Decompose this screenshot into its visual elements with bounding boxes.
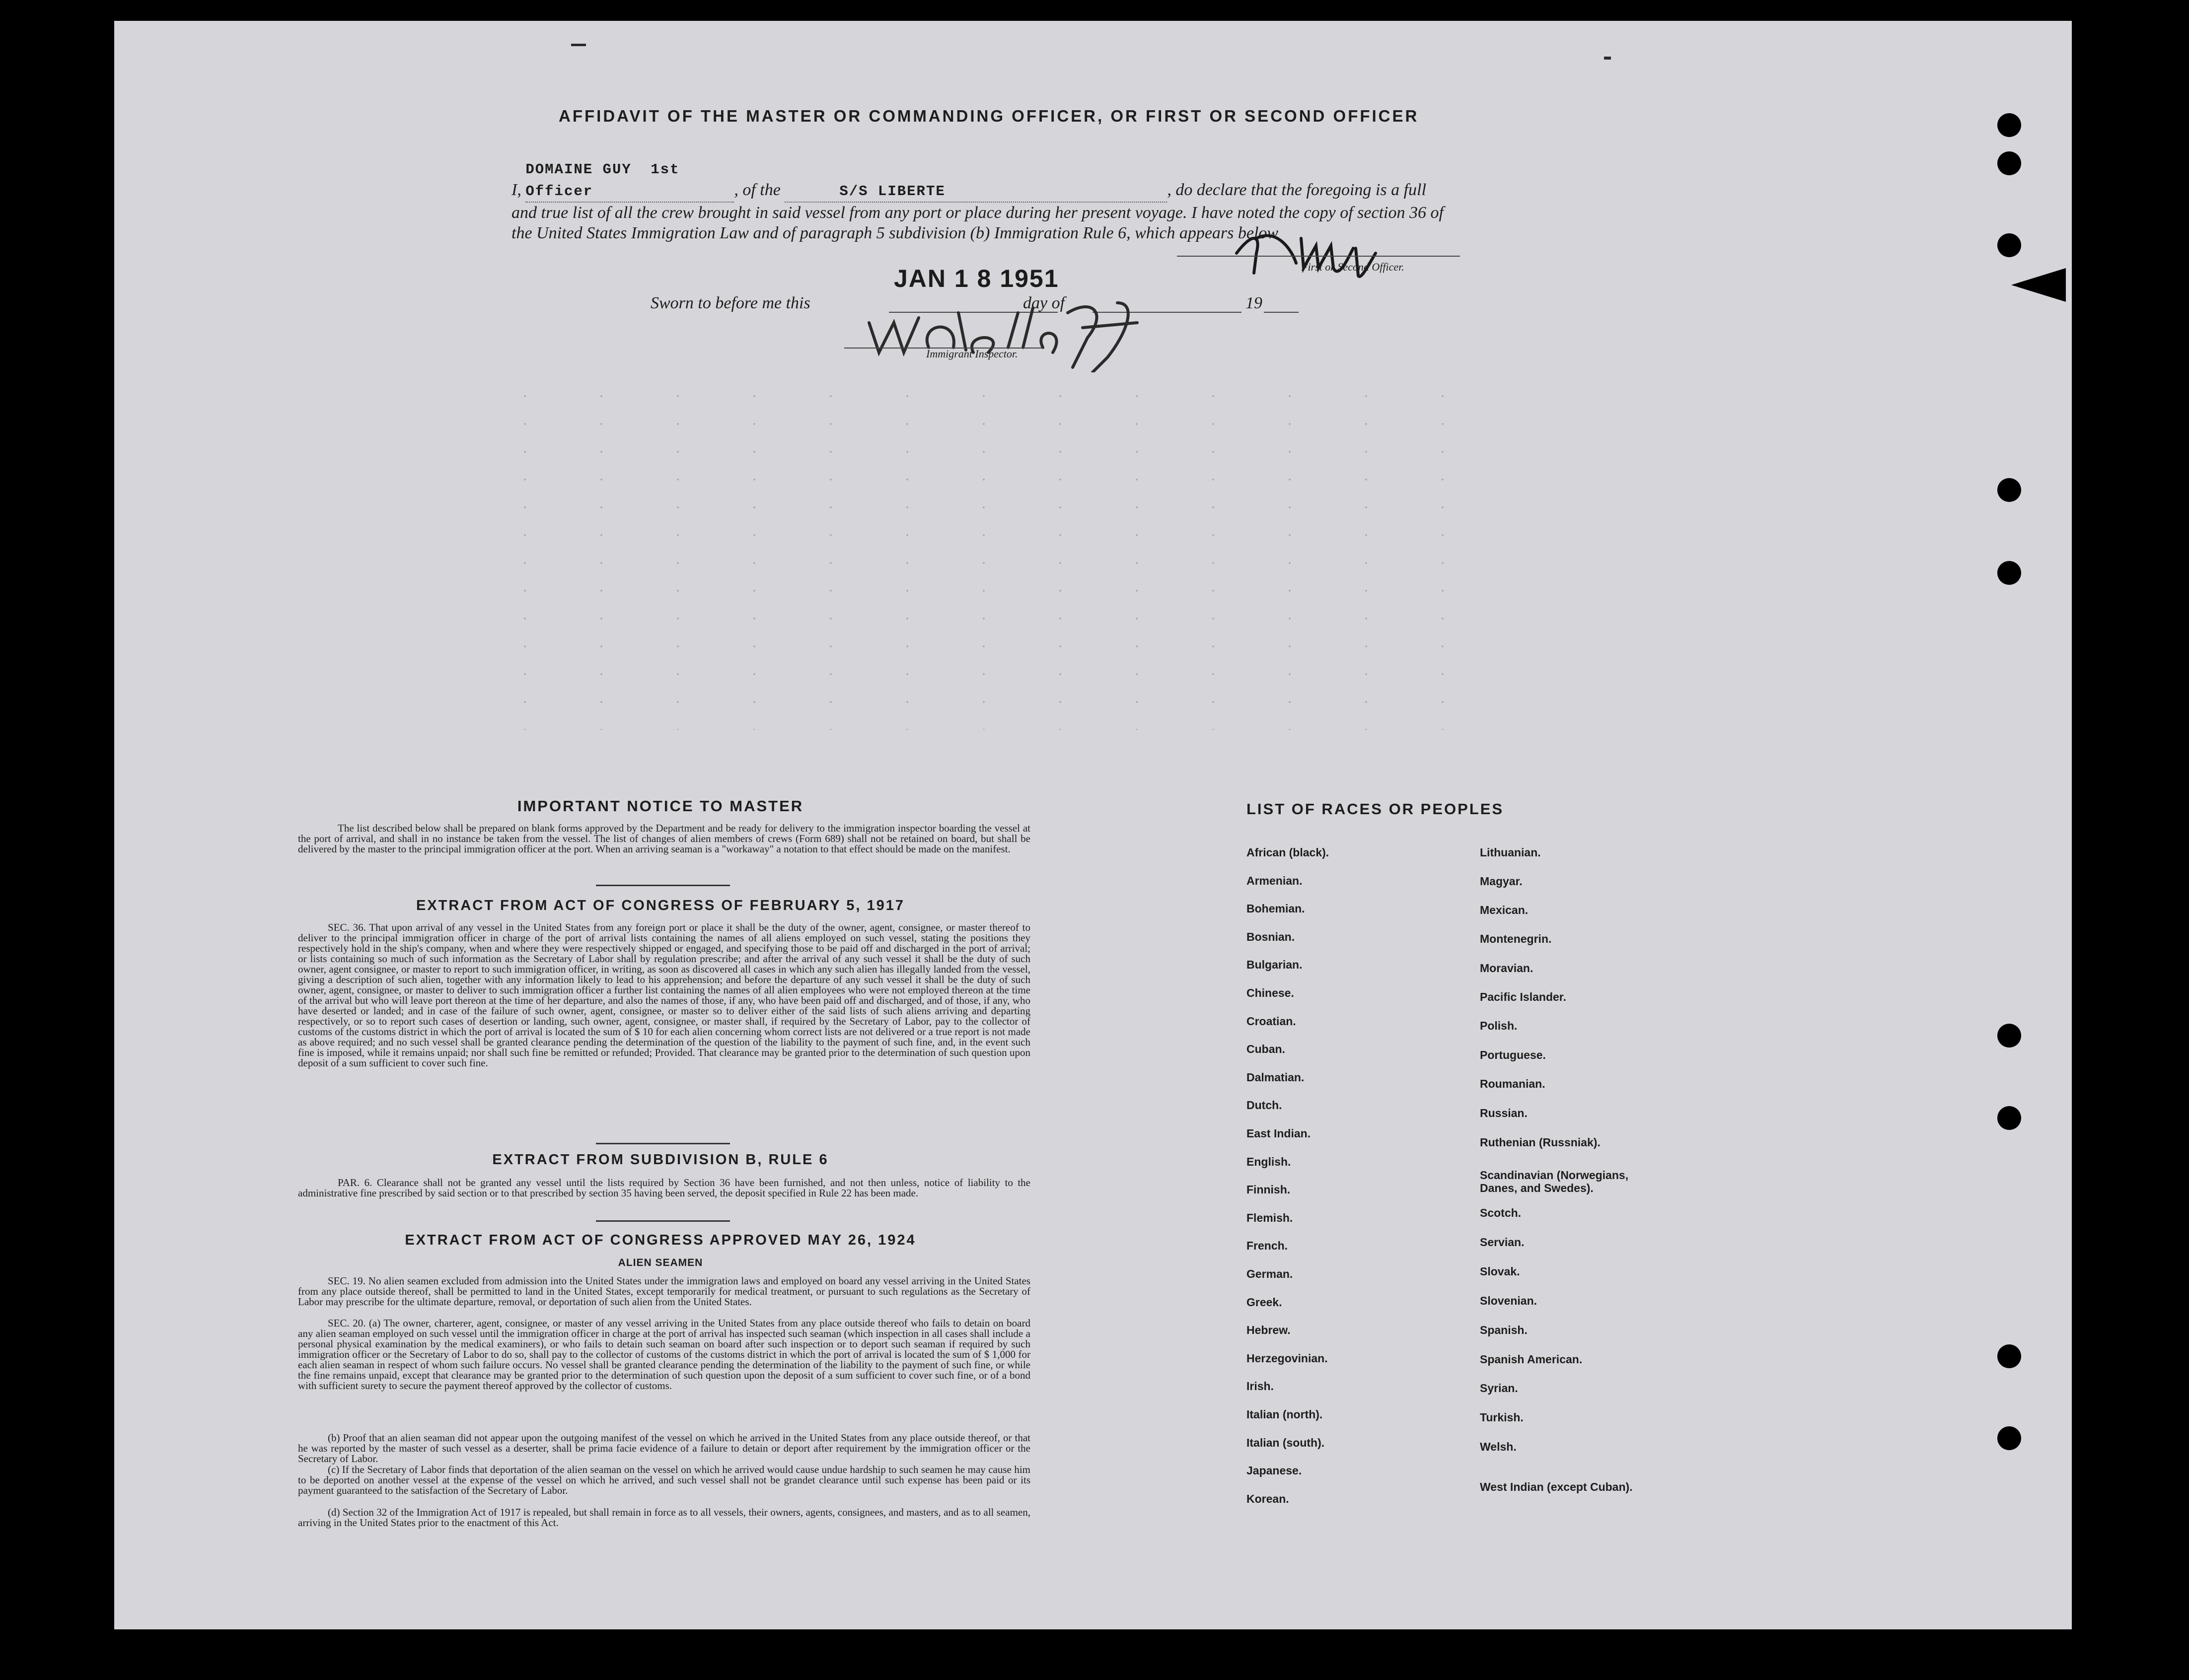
do-declare-text: , do declare <box>1167 181 1247 199</box>
race-item: Italian (south). <box>1246 1436 1325 1449</box>
race-item: Dalmatian. <box>1246 1070 1305 1084</box>
race-item: Russian. <box>1480 1107 1528 1120</box>
inspector-caption: Immigrant Inspector. <box>926 348 1018 360</box>
race-item: Slovak. <box>1480 1265 1520 1278</box>
race-item: Magyar. <box>1480 875 1523 888</box>
race-item: Turkish. <box>1480 1411 1524 1424</box>
race-item: Japanese. <box>1246 1464 1302 1477</box>
sworn-year-line <box>1264 312 1299 313</box>
race-item: Lithuanian. <box>1480 846 1541 859</box>
extract-1924-paragraph: (b) Proof that an alien seaman did not appear upon the outgoing manifest of the vessel on which he arrived in the United States from any place outside thereof, or that he was reported by the master of such vessel as a deserter, shall be prima facie evidence of a failure to detain or deport after requirement by the immigration officer or the Secretary of Labor. <box>298 1432 1030 1465</box>
inspector-signature <box>859 293 1167 372</box>
punch-hole <box>1997 478 2021 502</box>
race-item: Herzegovinian. <box>1246 1351 1328 1365</box>
race-item: Servian. <box>1480 1236 1525 1249</box>
race-item: Spanish American. <box>1480 1353 1583 1366</box>
race-item: French. <box>1246 1239 1288 1253</box>
declaration-body: that the foregoing is a full and true list of all the crew brought in said vessel from any port or place during her present voyage. I have noted the copy of section 36 of the United States Immigration Law and of paragraph 5 subdivision (b) Immigration Rule 6, which appears below <box>511 181 1444 242</box>
race-item: Italian (north). <box>1246 1408 1323 1421</box>
race-item: Welsh. <box>1480 1440 1517 1453</box>
race-item: Montenegrin. <box>1480 932 1552 945</box>
race-item: Hebrew. <box>1246 1324 1291 1337</box>
extract-1917-title: EXTRACT FROM ACT OF CONGRESS OF FEBRUARY 5, 1917 <box>416 898 905 913</box>
declarant-prefix: I, <box>511 181 521 199</box>
notice-title: IMPORTANT NOTICE TO MASTER <box>517 797 804 815</box>
race-item: Mexican. <box>1480 904 1529 916</box>
extract-1924-paragraph: (d) Section 32 of the Immigration Act of 1917 is repealed, but shall remain in force as to all vessels, their owners, agents, consignees, and masters, and as to all seamen, arriving in the United States prior to the enactment of this Act. <box>298 1506 1030 1529</box>
divider <box>596 885 730 886</box>
extract-rule6-title: EXTRACT FROM SUBDIVISION B, RULE 6 <box>492 1152 829 1168</box>
race-item: English. <box>1246 1155 1291 1168</box>
race-item: Flemish. <box>1246 1211 1293 1224</box>
notice-text: The list described below shall be prepared on blank forms approved by the Department and be ready for delivery to the immigration inspector boarding the vessel at the port of arrival, and shall in no instance be taken from the vessel. The list of changes of alien members of crews (Form 689) shall not be retained on board, but shall be delivered by the master to the principal immigration officer at the port. When an arriving seaman is a "workaway" a notation to that effect should be made on the manifest. <box>298 822 1030 855</box>
divider <box>596 1143 730 1144</box>
race-item: Bohemian. <box>1246 902 1305 915</box>
race-item: East Indian. <box>1246 1127 1311 1140</box>
extract-1924-paragraph: SEC. 20. (a) The owner, charterer, agent, consignee, or master of any vessel arriving in the United States from any place outside thereof who fails to detain on board any alien seaman employed on such vessel until the immigration officer in charge at the port of arrival has inspected such seaman (which inspection in all cases shall include a personal physical examination by the medical examiners), or who fails to detain such seaman on board after such inspection or to deport such seaman if required by such immigration officer or the Secretary of Labor to do so, shall pay to the collector of customs of the customs district in which the port of arrival is located the sum of $ 1,000 for each alien seaman in respect of whom such failure occurs. No vessel shall be granted clearance pending the determination of the liability to the payment of such fine, or while the fine remains unpaid, except that clearance may be granted prior to the determination of such question upon the deposit of a sum sufficient to cover such fine, or of a bond with sufficient surety to secure the payment thereof approved by the collector of customs. <box>298 1317 1030 1392</box>
officer-signature-line <box>1177 256 1460 257</box>
race-item: Ruthenian (Russniak). <box>1480 1136 1601 1149</box>
divider <box>596 1220 730 1222</box>
extract-1917-text: SEC. 36. That upon arrival of any vessel in the United States from any foreign port or place it shall be the duty of the owner, agent, consignee, or master thereof to deliver to the principal immigration officer in charge of the port of arrival lists containing the names of all aliens employed on such vessel, stating the positions they respectively hold in the ship's company, when and where they were respectively shipped or engaged, and specifying those to be paid off and discharged in the port of arrival; or lists containing so much of such information as the Secretary of Labor shall by regulation prescribe; and after the arrival of any such vessel it shall be the duty of such owner, agent consignee, or master to report to such immigration officer, in writing, as soon as discovered all cases in which any such alien has illegally landed from the vessel, giving a description of such alien, together with any information likely to lead to his apprehension; and before the departure of any such vessel it shall be the duty of such owner, agent, consignee, or master to deliver to such immigration officer a further list containing the names of all alien employees who were not employed thereon at the time of the arrival but who will leave port thereon at the time of her departure, and also the names of those, if any, who have been paid off and discharged, and of those, if any, who have deserted or landed; and in case of the failure of such owner, agent, consignee, or master so to deliver either of the said lists of such aliens arriving and departing respectively, or so to report such cases of desertion or landing, such owner, agent, consignee, or master shall, if required by the Secretary of Labor, pay to the collector of customs of the customs district in which the port of arrival is located the sum of $ 10 for each alien concerning whom correct lists are not delivered or a true report is not made as above required; and no such vessel shall be granted clearance pending the determination of the question of the liability to the payment of such fine, and, in the event such fine is imposed, while it remains unpaid; nor shall such fine be remitted or refunded; Provided. That clearance may be granted prior to the determination of such question upon deposit of a sum sufficient to cover such fine. <box>298 921 1030 1069</box>
race-item: Syrian. <box>1480 1382 1518 1395</box>
race-item: Chinese. <box>1246 986 1294 999</box>
extract-1924-paragraph: (c) If the Secretary of Labor finds that deportation of the alien seaman on the vessel on which he arrived would cause undue hardship to such seamen he may cause him to be deported on another vessel at the expense of the vessel on which he arrived, and such vessel shall not be grandet clearance until such expense has been paid or its payment guaranteed to the satisfaction of the Secretary of Labor. <box>298 1464 1030 1496</box>
punch-hole <box>1997 1426 2021 1450</box>
officer-caption: First or Second Officer. <box>1301 261 1404 273</box>
day-of-text: day of <box>1023 294 1065 312</box>
race-item: Moravian. <box>1480 962 1533 975</box>
race-item: Portuguese. <box>1480 1049 1546 1061</box>
vessel-name: S/S LIBERTE <box>839 183 946 200</box>
race-item: Irish. <box>1246 1380 1274 1393</box>
faint-column-dots <box>487 382 1480 730</box>
race-item: Cuban. <box>1246 1043 1285 1056</box>
punch-hole <box>1997 113 2021 137</box>
race-item: German. <box>1246 1267 1293 1280</box>
date-stamp: JAN 1 8 1951 <box>894 265 1059 292</box>
race-item: Pacific Islander. <box>1480 990 1566 1003</box>
race-item: Roumanian. <box>1480 1077 1545 1090</box>
punch-hole <box>1997 233 2021 257</box>
extract-rule6-text: PAR. 6. Clearance shall not be granted any vessel until the lists required by Section 36 have been furnished, and not then unless, notice of liability to the administrative fine prescribed by said section or to that prescribed by section 35 having been served, the deposit specified in Rule 22 has been made. <box>298 1177 1030 1199</box>
extract-1924-subtitle: ALIEN SEAMEN <box>618 1257 703 1268</box>
page-notch <box>2011 268 2066 302</box>
punch-hole <box>1997 1106 2021 1130</box>
race-item: Dutch. <box>1246 1099 1282 1112</box>
extract-1924-title: EXTRACT FROM ACT OF CONGRESS APPROVED MAY 26, 1924 <box>405 1232 916 1248</box>
race-item: West Indian (except Cuban). <box>1480 1480 1633 1493</box>
race-item: Slovenian. <box>1480 1294 1537 1307</box>
declarant-name: DOMAINE GUY <box>525 161 632 178</box>
punch-hole <box>1997 561 2021 585</box>
declarant-rank: 1st Officer <box>525 161 680 200</box>
race-item: Bulgarian. <box>1246 958 1303 972</box>
race-item: Scotch. <box>1480 1206 1522 1219</box>
race-item: Greek. <box>1246 1295 1282 1309</box>
year-text: 19 <box>1245 294 1262 312</box>
race-item: Polish. <box>1480 1019 1518 1032</box>
race-item: African (black). <box>1246 846 1329 859</box>
race-item: Armenian. <box>1246 874 1303 887</box>
affidavit-title: AFFIDAVIT OF THE MASTER OR COMMANDING OFFICER, OR FIRST OR SECOND OFFICER <box>559 107 1419 125</box>
scan-mark <box>571 44 586 46</box>
extract-1924-paragraph: SEC. 19. No alien seamen excluded from admission into the United States under the immigration laws and employed on board any vessel arriving in the United States from any place outside thereof, shall be permitted to land in the United States, except temporarily for medical treatment, or pursuant to such regulations as the Secretary of Labor may prescribe for the ultimate departure, removal, or deportation of such alien from the United States. <box>298 1275 1030 1308</box>
race-item: Spanish. <box>1480 1324 1528 1336</box>
punch-hole <box>1997 1344 2021 1368</box>
of-the-text: , of the <box>734 181 781 199</box>
punch-hole <box>1997 151 2021 175</box>
race-item: Korean. <box>1246 1492 1289 1505</box>
sworn-text: Sworn to before me this <box>651 294 810 312</box>
races-title: LIST OF RACES OR PEOPLES <box>1246 800 1504 818</box>
race-item: Croatian. <box>1246 1014 1296 1028</box>
punch-hole <box>1997 1024 2021 1048</box>
scan-mark <box>1604 57 1611 60</box>
race-item: Scandinavian (Norwegians, Danes, and Swedes). <box>1480 1169 1629 1194</box>
race-item: Bosnian. <box>1246 930 1295 943</box>
race-item: Finnish. <box>1246 1183 1291 1196</box>
